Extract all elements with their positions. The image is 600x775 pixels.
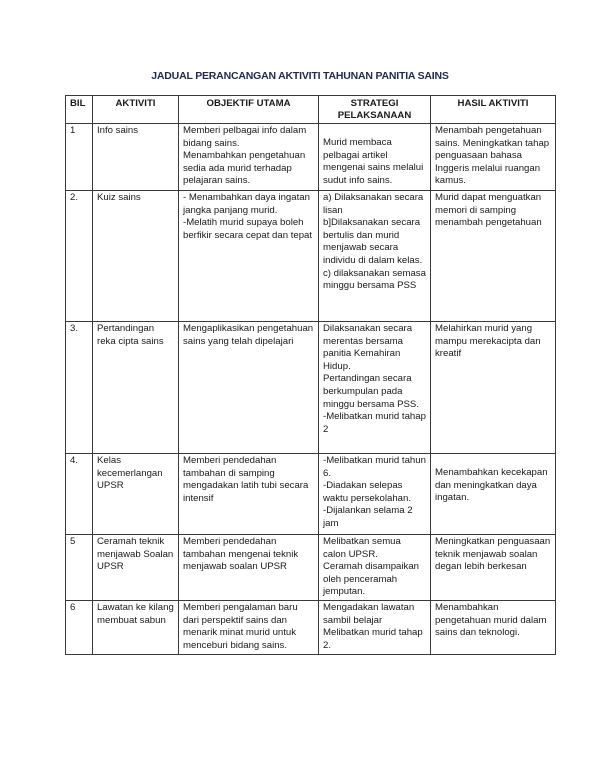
cell-objektif [179,322,319,454]
cell-aktiviti: Lawatan ke kilang membuat sabun [93,601,179,655]
cell-line: -Dijalankan selama 2 jam [323,505,413,529]
cell-line: -Melibatkan murid tahap 2 [323,411,426,435]
cell-hasil [431,124,556,191]
cell-hasil [431,601,556,655]
cell-bil: 1 [66,124,93,191]
header-objektif: OBJEKTIF UTAMA [179,96,319,124]
table-row [66,322,556,454]
cell-strategi [319,191,431,322]
cell-line: - Menambahkan daya ingatan jangka panjang murid. [183,192,310,216]
cell-line: Menambah pengetahuan sains. Meningkatkan tahap penguasaan bahasa Inggeris melalui ruangan kamus. [435,125,550,187]
cell-line: Murid membaca pelbagai artikel mengenai sains melalui sudut info sains. [323,137,424,186]
cell-strategi [319,601,431,655]
header-strategi: STRATEGI PELAKSANAAN [319,96,431,124]
cell-bil: 3. [66,322,93,454]
cell-line: Dilaksanakan secara merentas bersama panitia Kemahiran Hidup. [323,323,413,372]
cell-objektif [179,124,319,191]
cell-strategi [319,535,431,601]
table-row [66,454,556,535]
cell-aktiviti: Info sains [93,124,179,191]
cell-line: -Melibatkan murid tahun 6. [323,455,426,479]
cell-line: Melibatkan semua calon UPSR. [323,536,401,560]
cell-objektif [179,191,319,322]
cell-aktiviti: Ceramah teknik menjawab Soalan UPSR [93,535,179,601]
cell-aktiviti: Pertandingan reka cipta sains [93,322,179,454]
cell-line: Menambahkan pengetahuan sedia ada murid terhadap pelajaran sains. [183,150,306,187]
cell-line: c) dilaksanakan semasa minggu bersama PSS [323,267,426,292]
cell-objektif [179,535,319,601]
cell-line: Memberi pendedahan tambahan mengenai teknik menjawab soalan UPSR [183,536,299,573]
cell-strategi [319,322,431,454]
page-title: JADUAL PERANCANGAN AKTIVITI TAHUNAN PANITIA SAINS [151,70,449,82]
cell-bil: 4. [66,454,93,535]
activity-plan-table [65,95,556,655]
table-header-row [66,96,556,124]
cell-line: -Diadakan selepas waktu persekolahan. [323,480,411,504]
cell-hasil [431,322,556,454]
cell-line: a) Dilaksanakan secara lisan [323,192,424,216]
cell-line: Memberi pelbagai info dalam bidang sains. [183,125,307,149]
cell-hasil [431,454,556,535]
cell-line: Melahirkan murid yang mampu merekacipta dan kreatif [435,323,541,360]
cell-bil: 2. [66,191,93,322]
cell-objektif [179,601,319,655]
cell-hasil [431,535,556,601]
table-row [66,191,556,322]
cell-line: Menambahkan pengetahuan murid dalam sains dan teknologi. [435,602,547,639]
cell-bil: 6 [66,601,93,655]
header-aktiviti: AKTIVITI [93,96,179,124]
cell-line: b]Dilaksanakan secara bertulis dan murid menjawab secara individu di dalam kelas. [323,217,423,266]
cell-line: Ceramah disampaikan oleh penceramah jemputan. [323,561,419,598]
cell-line: Menambahkan kecekapan dan meningkatkan daya ingatan. [435,467,548,504]
cell-line: Meningkatkan penguasaan teknik menjawab soalan degan lebih berkesan [435,536,551,573]
cell-line: Memberi pendedahan tambahan di samping mengadakan latih tubi secara intensif [183,455,309,504]
cell-line: Memberi pengalaman baru dari perspektif sains dan menarik minat murid untuk menceburi bidang sains. [183,602,298,651]
cell-line: Mengaplikasikan pengetahuan sains yang telah dipelajari [183,323,314,347]
header-bil: BIL [66,96,93,124]
cell-aktiviti: Kelas kecemerlangan UPSR [93,454,179,535]
table-row [66,124,556,191]
cell-objektif [179,454,319,535]
cell-aktiviti: Kuiz sains [93,191,179,322]
cell-line: -Melatih murid supaya boleh berfikir secara cepat dan tepat [183,217,313,241]
table-row [66,535,556,601]
table-row [66,601,556,655]
cell-line: Murid dapat menguatkan memori di samping menambah pengetahuan [435,192,542,229]
cell-line: Mengadakan lawatan sambil belajar Melibatkan murid tahap 2. [323,602,423,651]
cell-hasil [431,191,556,322]
cell-bil: 5 [66,535,93,601]
cell-line: Pertandingan secara berkumpulan pada minggu bersama PSS. [323,373,419,410]
header-hasil: HASIL AKTIVITI [431,96,556,124]
cell-strategi [319,124,431,191]
cell-strategi [319,454,431,535]
